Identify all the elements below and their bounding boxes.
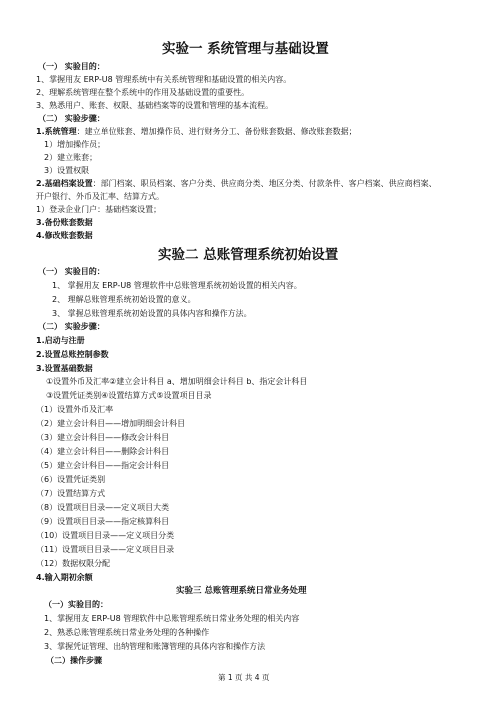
exp1-step-2 bbox=[36, 179, 437, 189]
exp1-goal-2: 2、理解系统管理在整个系统中的作用及基础设置的重要性。 bbox=[36, 88, 250, 97]
exp1-goal-3: 3、熟悉用户、账套、权限、基础档案等的设置和管理的基本流程。 bbox=[36, 101, 274, 110]
exp1-objective-heading: （一） 实验目的： bbox=[38, 62, 105, 71]
exp1-step-1-label: 1.系统管理 bbox=[36, 127, 77, 136]
exp1-step-2-sub-1: 1）登录企业门户：基础档案设置； bbox=[36, 205, 162, 214]
exp2-item-6: （6）设置凭证类别 bbox=[36, 475, 106, 484]
exp1-steps-heading: （二） 实验步骤： bbox=[38, 114, 105, 123]
exp2-goal-3: 3、 掌握总账管理系统初始设置的具体内容和操作方法。 bbox=[52, 309, 252, 318]
exp2-objective-heading: （一） 实验目的： bbox=[38, 267, 105, 276]
exp2-circled-line-2: ③设置凭证类别④设置结算方式⑤设置项目目录 bbox=[46, 391, 212, 400]
exp2-item-8: （8）设置项目目录——定义项目大类 bbox=[36, 503, 170, 512]
exp1-step-2-text-cont: 开户银行、外币及汇率、结算方式。 bbox=[36, 192, 164, 201]
exp2-item-12: （12）数据权限分配 bbox=[36, 559, 111, 568]
exp3-steps-heading: （二）操作步骤 bbox=[46, 656, 102, 665]
exp1-step-1-sub-3: 3）设置权限 bbox=[44, 166, 90, 175]
exp2-circled-line-1: ①设置外币及汇率②建立会计科目 a、增加明细会计科目 b、指定会计科目 bbox=[46, 377, 308, 386]
exp3-goal-2: 2、熟悉总账管理系统日常业务处理的各种操作 bbox=[44, 628, 210, 637]
exp1-step-2-text: ：部门档案、职员档案、客户分类、供应商分类、地区分类、付款条件、客户档案、供应商档案、 bbox=[92, 179, 437, 188]
exp2-item-9: （9）设置项目目录——指定核算科目 bbox=[36, 517, 170, 526]
exp3-goal-3: 3、掌握凭证管理、出纳管理和账簿管理的具体内容和操作方法 bbox=[44, 642, 266, 651]
exp1-step-1-text: ：建立单位账套、增加操作员、进行财务分工、备份账套数据、修改账套数据； bbox=[76, 127, 357, 136]
exp2-item-3: （3）建立会计科目——修改会计科目 bbox=[36, 433, 170, 442]
exp1-step-3: 3.备份账套数据 bbox=[36, 218, 93, 227]
exp2-step-1: 1.启动与注册 bbox=[36, 336, 85, 345]
exp2-goal-2: 2、 理解总账管理系统初始设置的意义。 bbox=[52, 295, 196, 304]
exp3-title: 实验三 总账管理系统日常业务处理 bbox=[176, 586, 307, 596]
exp2-goal-1: 1、 掌握用友 ERP-U8 管理软件中总账管理系统初始设置的相关内容。 bbox=[52, 281, 302, 290]
exp2-steps-heading: （二） 实验步骤： bbox=[38, 322, 105, 331]
exp3-objective-heading: （一）实验目的： bbox=[44, 600, 108, 609]
exp1-step-2-label: 2.基础档案设置 bbox=[36, 179, 93, 188]
exp1-step-1-sub-2: 2）建立账套； bbox=[44, 153, 98, 162]
exp2-step-2: 2.设置总账控制参数 bbox=[36, 350, 109, 359]
exp1-title: 实验一 系统管理与基础设置 bbox=[162, 41, 329, 57]
exp2-item-11: （11）设置项目目录——定义项目目录 bbox=[36, 545, 175, 554]
exp2-item-4: （4）建立会计科目——删除会计科目 bbox=[36, 447, 170, 456]
exp2-item-7: （7）设置结算方式 bbox=[36, 489, 106, 498]
exp2-step-3: 3.设置基础数据 bbox=[36, 364, 93, 373]
exp1-step-1 bbox=[36, 127, 357, 137]
page-number-footer: 第 1 页 共 4 页 bbox=[218, 673, 270, 682]
exp2-item-10: （10）设置项目目录——定义项目分类 bbox=[36, 531, 175, 540]
exp2-item-1: （1）设置外币及汇率 bbox=[36, 405, 114, 414]
exp1-step-4: 4.修改账套数据 bbox=[36, 231, 93, 240]
exp1-goal-1: 1、掌握用友 ERP-U8 管理系统中有关系统管理和基础设置的相关内容。 bbox=[36, 75, 292, 84]
exp1-step-1-sub-1: 1）增加操作员； bbox=[44, 140, 106, 149]
exp2-item-5: （5）建立会计科目——指定会计科目 bbox=[36, 461, 170, 470]
exp2-step-4: 4.输入期初余额 bbox=[36, 573, 93, 582]
exp3-goal-1: 1、掌握用友 ERP-U8 管理软件中总账管理系统日常业务处理的相关内容 bbox=[44, 614, 300, 623]
exp2-title: 实验二 总账管理系统初始设置 bbox=[158, 247, 339, 263]
exp2-item-2: （2）建立会计科目——增加明细会计科目 bbox=[36, 419, 186, 428]
